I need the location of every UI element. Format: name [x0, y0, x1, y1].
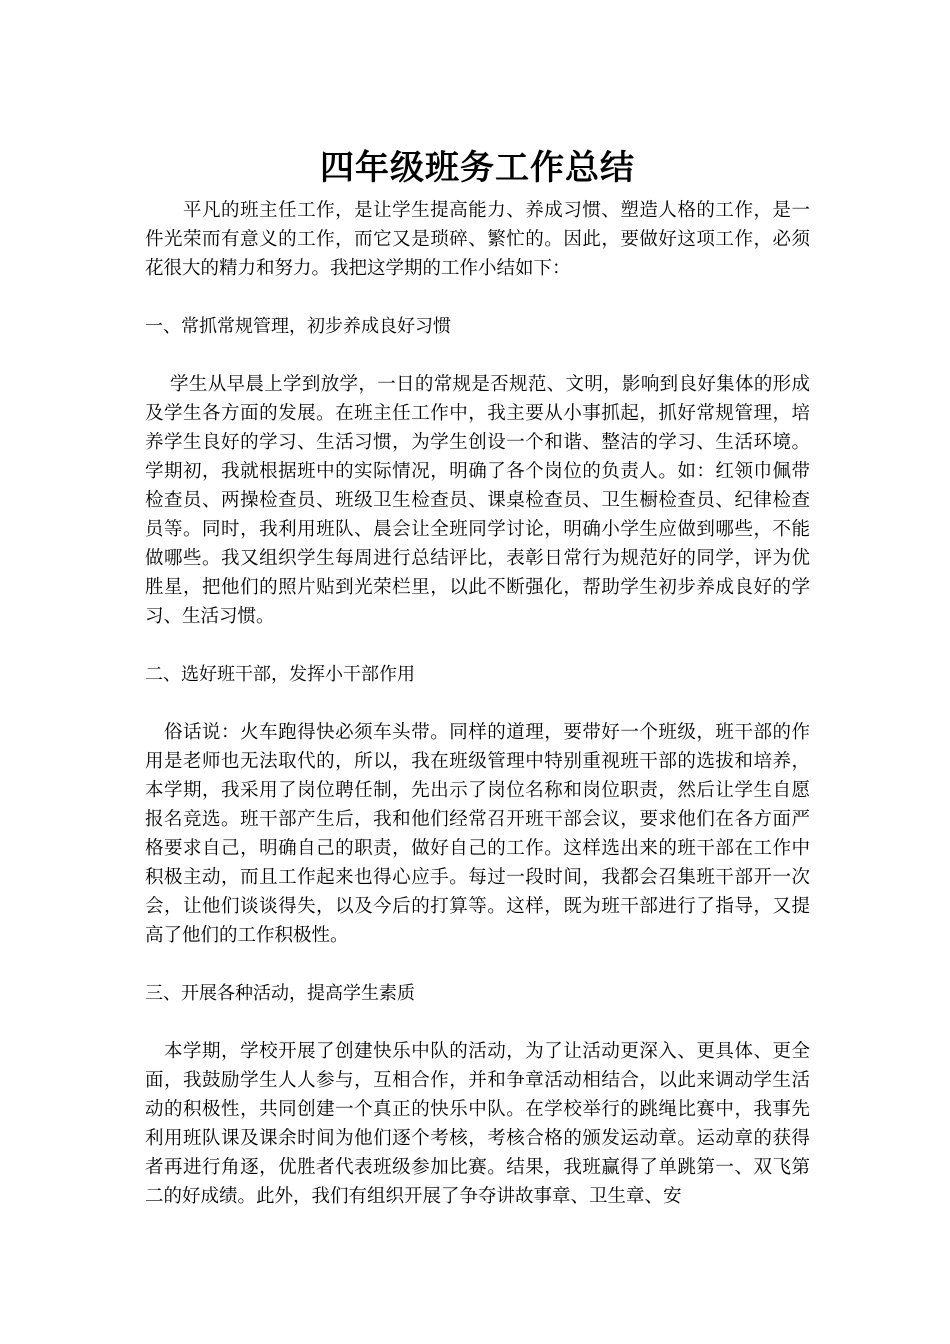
spacer [145, 950, 810, 979]
spacer [145, 283, 810, 312]
section-heading: 二、选好班干部，发挥小干部作用 [145, 664, 415, 685]
section-heading: 一、常抓常规管理，初步养成良好习惯 [145, 316, 451, 337]
document-title: 四年级班务工作总结 [320, 148, 635, 188]
section-1 [145, 312, 810, 631]
section-heading: 三、开展各种活动，提高学生素质 [145, 983, 415, 1004]
section-paragraph: 本学期，学校开展了创建快乐中队的活动，为了让活动更深入、更具体、更全面，我鼓励学生人人参与，互相合作，并和争章活动相结合，以此来调动学生活动的积极性，共同创建一个真正的快乐中队。在学校举行的跳绳比赛中，我事先利用班队课及课余时间为他们逐个考核，考核合格的颁发运动章。运动章的获得者再进行角逐，优胜者代表班级参加比赛。结果，我班赢得了单跳第一、双飞第二的好成绩。此外，我们有组织开展了争夺讲故事章、卫生章、安 [145, 1041, 810, 1207]
section-3 [145, 979, 810, 1211]
spacer [145, 1008, 810, 1037]
spacer [145, 631, 810, 660]
document-page [145, 140, 810, 1211]
spacer [145, 341, 810, 370]
intro-paragraph: 平凡的班主任工作，是让学生提高能力、养成习惯、塑造人格的工作，是一件光荣而有意义的工作，而它又是琐碎、繁忙的。因此，要做好这项工作，必须花很大的精力和努力。我把这学期的工作小结如下： [145, 200, 810, 279]
spacer [145, 689, 810, 718]
section-paragraph: 学生从早晨上学到放学，一日的常规是否规范、文明，影响到良好集体的形成及学生各方面的发展。在班主任工作中，我主要从小事抓起，抓好常规管理，培养学生良好的学习、生活习惯，为学生创设一个和谐、整洁的学习、生活环境。学期初，我就根据班中的实际情况，明确了各个岗位的负责人。如：红领巾佩带检查员、两操检查员、班级卫生检查员、课桌检查员、卫生橱检查员、纪律检查员等。同时，我利用班队、晨会让全班同学讨论，明确小学生应做到哪些，不能做哪些。我又组织学生每周进行总结评比，表彰日常行为规范好的同学，评为优胜星，把他们的照片贴到光荣栏里，以此不断强化，帮助学生初步养成良好的学习、生活习惯。 [145, 374, 810, 627]
section-2 [145, 660, 810, 950]
section-paragraph: 俗话说：火车跑得快必须车头带。同样的道理，要带好一个班级，班干部的作用是老师也无法取代的，所以，我在班级管理中特别重视班干部的选拔和培养，本学期，我采用了岗位聘任制，先出示了岗位名称和岗位职责，然后让学生自愿报名竞选。班干部产生后，我和他们经常召开班干部会议，要求他们在各方面严格要求自己，明确自己的职责，做好自己的工作。这样选出来的班干部在工作中积极主动，而且工作起来也得心应手。每过一段时间，我都会召集班干部开一次会，让他们谈谈得失，以及今后的打算等。这样，既为班干部进行了指导，又提高了他们的工作积极性。 [145, 722, 810, 946]
